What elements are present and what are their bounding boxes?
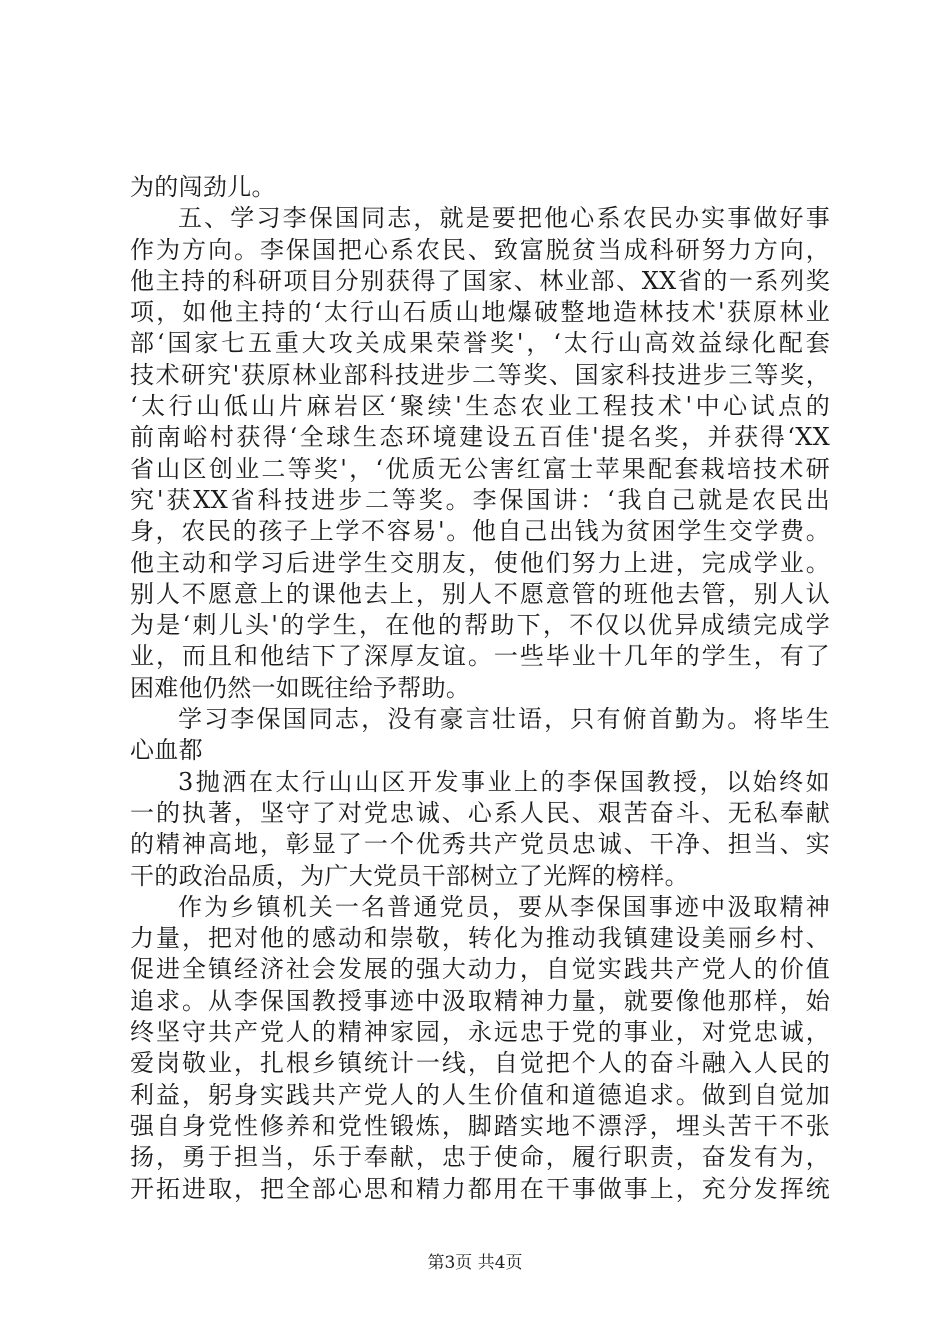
text-line: ‘太行山低山片麻岩区‘聚续'生态农业工程技术'中心试点的 (130, 392, 830, 421)
text-line: 别人不愿意上的课他去上，别人不愿意管的班他去管，别人认 (130, 579, 830, 608)
text-line: 开拓进取，把全部心思和精力都用在干事做事上，充分发挥统 (130, 1174, 830, 1203)
text-line: 为的闯劲儿。 (130, 173, 276, 201)
text-line: 的精神高地，彰显了一个优秀共产党员忠诚、干净、担当、实 (130, 830, 830, 859)
text-line: 为是‘刺儿头'的学生，在他的帮助下，不仅以优异成绩完成学 (130, 611, 830, 640)
text-line: 利益，躬身实践共产党人的人生价值和道德追求。做到自觉加 (130, 1080, 830, 1109)
text-line: 前南峪村获得‘全球生态环境建设五百佳'提名奖，并获得‘XX (130, 423, 830, 452)
page-footer: 第3页 共4页 (427, 1253, 523, 1273)
text-line: 扬，勇于担当，乐于奉献，忠于使命，履行职责，奋发有为， (130, 1143, 830, 1172)
text-line: 心血都 (130, 736, 203, 765)
text-line: 他主持的科研项目分别获得了国家、林业部、XX省的一系列奖 (130, 266, 830, 295)
text-line: 作为方向。李保国把心系农民、致富脱贫当成科研努力方向， (130, 235, 830, 264)
text-line: 力量，把对他的感动和崇敬，转化为推动我镇建设美丽乡村、 (130, 924, 830, 953)
text-line: 作为乡镇机关一名普通党员，要从李保国事迹中汲取精神 (178, 892, 830, 921)
document-body (130, 172, 830, 1205)
text-line: 五、学习李保国同志，就是要把他心系农民办实事做好事 (178, 204, 830, 233)
text-line: 干的政治品质，为广大党员干部树立了光辉的榜样。 (130, 861, 689, 890)
text-line: 强自身党性修养和党性锻炼，脚踏实地不漂浮，埋头苦干不张 (130, 1111, 830, 1140)
text-line: 一的执著，坚守了对党忠诚、心系人民、艰苦奋斗、无私奉献 (130, 798, 830, 827)
text-line: 身，农民的孩子上学不容易'。他自己出钱为贫困学生交学费。 (130, 517, 830, 546)
text-line: 促进全镇经济社会发展的强大动力，自觉实践共产党人的价值 (130, 955, 830, 984)
text-line: 究'获XX省科技进步二等奖。李保国讲：‘我自己就是农民出 (130, 485, 830, 514)
text-line: 技术研究'获原林业部科技进步二等奖、国家科技进步三等奖， (130, 360, 830, 389)
text-line: 爱岗敬业，扎根乡镇统计一线，自觉把个人的奋斗融入人民的 (130, 1049, 830, 1078)
text-line: 终坚守共产党人的精神家园，永远忠于党的事业，对党忠诚， (130, 1018, 830, 1047)
text-line: 业，而且和他结下了深厚友谊。一些毕业十几年的学生，有了 (130, 642, 830, 671)
text-line: 困难他仍然一如既往给予帮助。 (130, 673, 471, 702)
text-line: 追求。从李保国教授事迹中汲取精神力量，就要像他那样，始 (130, 986, 830, 1015)
text-line: 学习李保国同志，没有豪言壮语，只有俯首勤为。将毕生 (178, 705, 830, 734)
text-line: 项，如他主持的‘太行山石质山地爆破整地造林技术'获原林业 (130, 298, 830, 327)
text-line: 3抛洒在太行山山区开发事业上的李保国教授，以始终如 (178, 767, 830, 796)
text-line: 省山区创业二等奖'，‘优质无公害红富士苹果配套栽培技术研 (130, 454, 830, 483)
text-line: 他主动和学习后进学生交朋友，使他们努力上进，完成学业。 (130, 548, 830, 577)
text-line: 部‘国家七五重大攻关成果荣誉奖'，‘太行山高效益绿化配套 (130, 329, 830, 358)
